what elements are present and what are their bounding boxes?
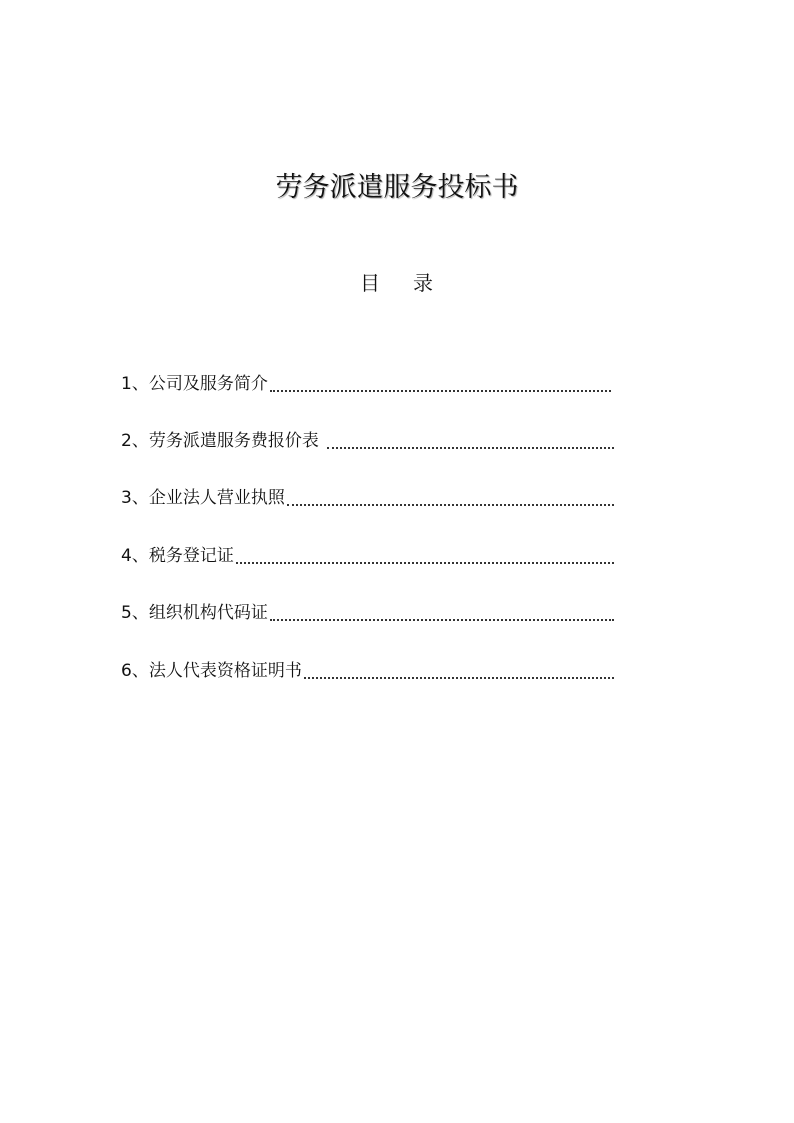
toc-entry (121, 368, 611, 396)
toc-entry-text: 税务登记证 (148, 546, 234, 566)
toc-entry-number: 2、 (121, 431, 149, 451)
toc-entry (121, 425, 614, 453)
toc-heading (0, 268, 794, 298)
toc-entry-text: 法人代表资格证明书 (148, 661, 302, 681)
toc-entry-text: 企业法人营业执照 (148, 488, 285, 508)
toc-dot-leader (287, 504, 614, 506)
toc-dot-leader (304, 677, 614, 679)
toc-entry-number: 5、 (121, 603, 149, 623)
toc-entry-text: 劳务派遣服务费报价表 (148, 431, 319, 451)
toc-dot-leader (327, 447, 614, 449)
toc-entry-number: 1、 (121, 374, 149, 394)
toc-entry-number: 4、 (121, 546, 149, 566)
toc-entry-text: 公司及服务简介 (148, 374, 268, 394)
toc-entry-text: 组织机构代码证 (148, 603, 268, 623)
toc-entry (121, 655, 614, 683)
toc-entry-number: 6、 (121, 661, 149, 681)
toc-entry-number: 3、 (121, 488, 149, 508)
toc-entry (121, 540, 614, 568)
toc-dot-leader (236, 562, 614, 564)
document-title: 劳务派遣服务投标书 (275, 172, 519, 203)
toc-heading-char-2: 录 (413, 271, 433, 295)
toc-entry (121, 482, 614, 510)
toc-heading-char-1: 目 (360, 271, 380, 295)
toc-entry (121, 597, 614, 625)
toc-dot-leader (270, 390, 611, 392)
toc-dot-leader (270, 619, 614, 621)
